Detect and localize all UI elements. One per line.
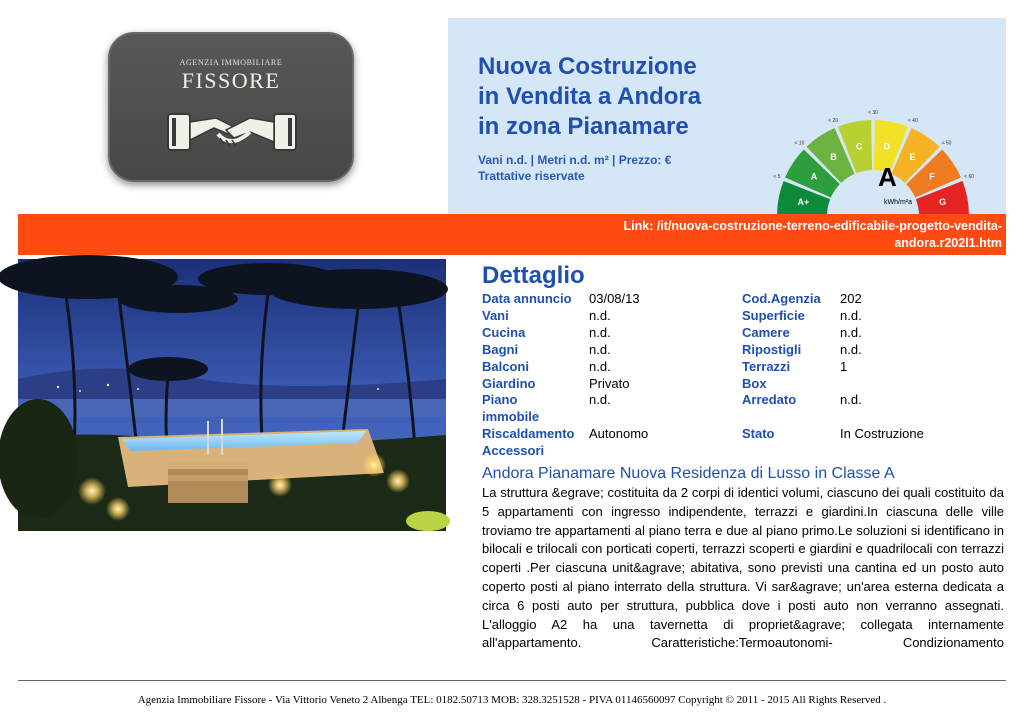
energy-tick-label: < 10: [794, 140, 805, 147]
detail-label: immobile: [482, 409, 540, 424]
detail-label: Cod.Agenzia: [742, 291, 821, 306]
detail-value: n.d.: [589, 325, 611, 340]
detail-value: 202: [840, 291, 862, 306]
listing-link-bar: [18, 214, 1006, 255]
footer-divider: [18, 680, 1006, 681]
detail-value: 03/08/13: [589, 291, 640, 306]
energy-segment-label: F: [929, 171, 935, 182]
energy-tick-label: < 30: [868, 110, 878, 116]
detail-label: Terrazzi: [742, 359, 791, 374]
energy-class-value: A: [878, 162, 897, 192]
logo-subtitle: AGENZIA IMMOBILIARE: [179, 58, 283, 67]
energy-unit: kWh/m²a: [884, 199, 912, 206]
detail-value: n.d.: [589, 392, 611, 407]
details-heading: Dettaglio: [482, 262, 585, 289]
listing-title: [478, 52, 758, 142]
property-photo: [18, 259, 446, 531]
energy-segment-label: A: [810, 171, 818, 182]
energy-segment-label: D: [883, 141, 891, 152]
detail-label: Balconi: [482, 359, 529, 374]
detail-value: 1: [840, 359, 848, 374]
energy-segment-label: G: [939, 197, 947, 208]
detail-label: Riscaldamento: [482, 426, 575, 441]
detail-label: Box: [742, 376, 767, 391]
detail-value: n.d.: [840, 308, 862, 323]
detail-label: Cucina: [482, 325, 526, 340]
detail-label: Giardino: [482, 376, 536, 391]
detail-value: n.d.: [589, 342, 611, 357]
detail-value: Autonomo: [589, 426, 649, 441]
detail-value: Privato: [589, 376, 630, 391]
energy-tick-label: < 20: [828, 117, 839, 124]
detail-value: n.d.: [840, 325, 862, 340]
listing-summary: [478, 152, 748, 184]
detail-value: n.d.: [589, 359, 611, 374]
description-title: Andora Pianamare Nuova Residenza di Lusso in Classe A: [482, 465, 895, 482]
energy-tick-label: < 60: [964, 174, 975, 181]
energy-segment-label: C: [855, 141, 863, 152]
listing-header: [448, 18, 1006, 214]
title-line: in Vendita a Andora: [478, 83, 702, 110]
detail-label: Piano: [482, 392, 518, 407]
energy-tick-label: < 50: [941, 140, 952, 147]
listing-link[interactable]: Link: /it/nuova-costruzione-terreno-edificabile-progetto-vendita-andora.r202l1.htm: [623, 219, 1002, 250]
detail-label: Stato: [742, 426, 775, 441]
handshake-icon: [166, 100, 298, 162]
agency-logo: [108, 32, 354, 182]
title-line: Nuova Costruzione: [478, 53, 697, 80]
detail-value: n.d.: [840, 342, 862, 357]
detail-label: Accessori: [482, 443, 545, 458]
energy-segment-label: B: [830, 151, 837, 162]
energy-tick-label: < 40: [907, 117, 918, 124]
detail-value: n.d.: [589, 308, 611, 323]
detail-label: Bagni: [482, 342, 519, 357]
detail-label: Data annuncio: [482, 291, 572, 306]
detail-label: Ripostigli: [742, 342, 802, 357]
energy-tick-label: < 5: [773, 174, 781, 181]
logo-name: FISSORE: [181, 68, 281, 93]
energy-segment-label: A+: [797, 197, 810, 208]
energy-class-gauge: [758, 98, 988, 210]
detail-label: Camere: [742, 325, 790, 340]
energy-segment-label: E: [909, 151, 916, 162]
detail-label: Vani: [482, 308, 509, 323]
detail-value: n.d.: [840, 392, 862, 407]
summary-line: Trattative riservate: [478, 169, 585, 183]
title-line: in zona Pianamare: [478, 113, 689, 140]
detail-label: Superficie: [742, 308, 805, 323]
detail-label: Arredato: [742, 392, 797, 407]
description-body: La struttura &egrave; costituita da 2 corpi di identici volumi, ciascuno dei quali costituito da 5 appartamenti con ingresso indipendente, terrazzi e giardini.In ciascuna delle ville troviamo tre appartamenti al piano terra e due al piano primo.Le soluzioni si identificano in bilocali e trilocali con porticati coperti, terrazzi scoperti e giardini e quadrilocali con terrazzi coperti .Per ciascuna unit&agrave; abitativa, sono previsti una cantina ed un posto auto coperto posti al piano interrato della struttura. Vi sar&agrave; un'area esterna dedicata a circa 6 posti auto per struttura, pubblica dove i posti auto non verranno assegnati. L'alloggio A2 ha una tavernetta di propriet&agrave; collegata internamente all'appartamento. Caratteristiche:Termoautonomi- Condizionamento: [482, 485, 1004, 651]
footer-text: Agenzia Immobiliare Fissore - Via Vittorio Veneto 2 Albenga TEL: 0182.50713 MOB: 328.3251528 - PIVA 01146560097 Copyright © 2011 - 2015 All Rights Reserved .: [137, 694, 887, 706]
detail-value: In Costruzione: [840, 426, 924, 441]
summary-line: Vani n.d. | Metri n.d. m² | Prezzo: €: [478, 153, 672, 167]
